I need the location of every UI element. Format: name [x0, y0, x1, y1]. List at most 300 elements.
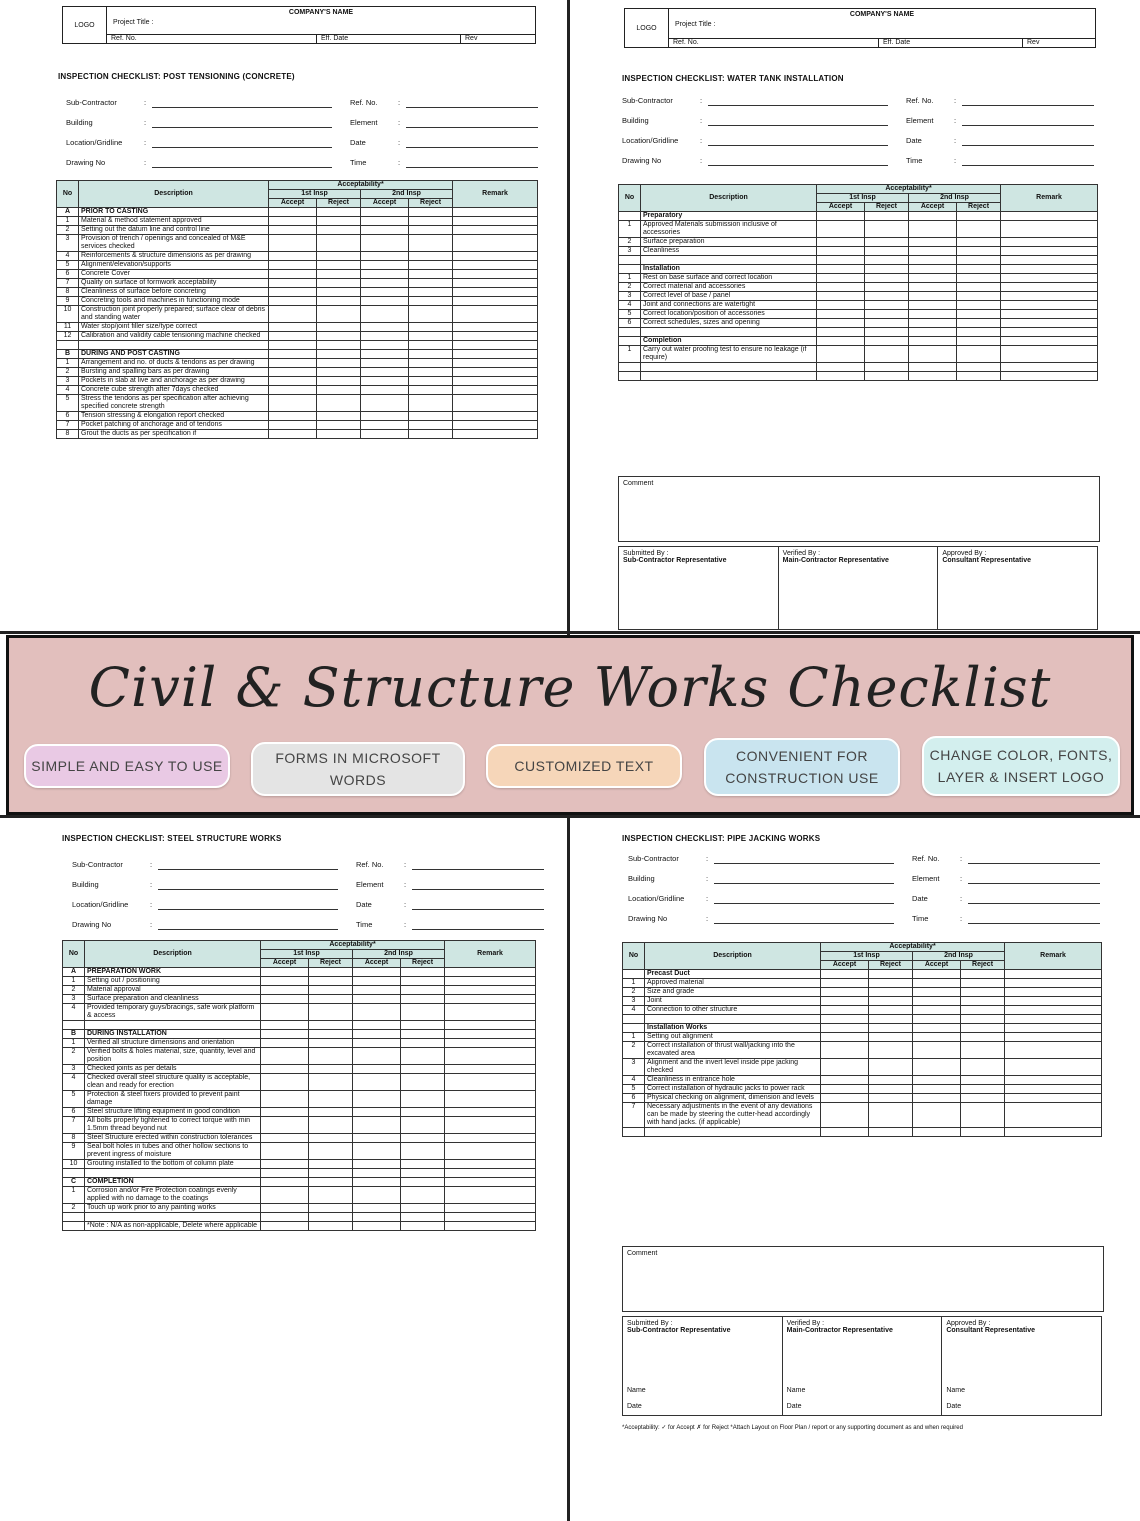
check-cell[interactable]	[409, 332, 453, 341]
check-cell[interactable]	[869, 1128, 913, 1137]
remark-cell[interactable]	[453, 217, 538, 226]
check-cell[interactable]	[353, 1134, 401, 1143]
check-cell[interactable]	[261, 1143, 309, 1160]
check-cell[interactable]	[957, 319, 1001, 328]
remark-cell[interactable]	[445, 1091, 536, 1108]
check-cell[interactable]	[401, 1187, 445, 1204]
check-cell[interactable]	[361, 208, 409, 217]
check-cell[interactable]	[353, 1160, 401, 1169]
check-cell[interactable]	[309, 1117, 353, 1134]
remark-cell[interactable]	[1005, 997, 1102, 1006]
remark-cell[interactable]	[445, 1074, 536, 1091]
check-cell[interactable]	[961, 1128, 1005, 1137]
check-cell[interactable]	[865, 265, 909, 274]
check-cell[interactable]	[353, 1074, 401, 1091]
check-cell[interactable]	[269, 288, 317, 297]
check-cell[interactable]	[317, 350, 361, 359]
check-cell[interactable]	[865, 337, 909, 346]
check-cell[interactable]	[909, 247, 957, 256]
check-cell[interactable]	[409, 306, 453, 323]
check-cell[interactable]	[317, 208, 361, 217]
check-cell[interactable]	[309, 1030, 353, 1039]
remark-cell[interactable]	[445, 986, 536, 995]
check-cell[interactable]	[817, 265, 865, 274]
remark-cell[interactable]	[445, 1134, 536, 1143]
check-cell[interactable]	[309, 1160, 353, 1169]
remark-cell[interactable]	[453, 208, 538, 217]
check-cell[interactable]	[909, 221, 957, 238]
check-cell[interactable]	[309, 1021, 353, 1030]
remark-cell[interactable]	[453, 359, 538, 368]
check-cell[interactable]	[409, 395, 453, 412]
check-cell[interactable]	[269, 217, 317, 226]
check-cell[interactable]	[817, 319, 865, 328]
field-sub-contractor[interactable]: Sub-Contractor :	[622, 96, 702, 105]
check-cell[interactable]	[409, 226, 453, 235]
remark-cell[interactable]	[1001, 319, 1098, 328]
check-cell[interactable]	[361, 341, 409, 350]
remark-cell[interactable]	[1001, 283, 1098, 292]
check-cell[interactable]	[353, 1178, 401, 1187]
check-cell[interactable]	[353, 1030, 401, 1039]
check-cell[interactable]	[909, 212, 957, 221]
check-cell[interactable]	[269, 226, 317, 235]
check-cell[interactable]	[309, 1108, 353, 1117]
check-cell[interactable]	[353, 995, 401, 1004]
field-building[interactable]: Building :	[72, 880, 152, 889]
check-cell[interactable]	[317, 377, 361, 386]
remark-cell[interactable]	[445, 1204, 536, 1213]
check-cell[interactable]	[309, 1222, 353, 1231]
remark-cell[interactable]	[445, 1160, 536, 1169]
check-cell[interactable]	[361, 323, 409, 332]
remark-cell[interactable]	[453, 252, 538, 261]
check-cell[interactable]	[261, 1048, 309, 1065]
check-cell[interactable]	[865, 301, 909, 310]
check-cell[interactable]	[957, 328, 1001, 337]
check-cell[interactable]	[961, 997, 1005, 1006]
field-drawing-no[interactable]: Drawing No :	[72, 920, 152, 929]
remark-cell[interactable]	[445, 1178, 536, 1187]
check-cell[interactable]	[261, 1004, 309, 1021]
field-building[interactable]: Building :	[622, 116, 702, 125]
check-cell[interactable]	[913, 1033, 961, 1042]
check-cell[interactable]	[317, 261, 361, 270]
remark-cell[interactable]	[445, 1213, 536, 1222]
check-cell[interactable]	[909, 346, 957, 363]
check-cell[interactable]	[309, 1213, 353, 1222]
check-cell[interactable]	[869, 979, 913, 988]
check-cell[interactable]	[869, 988, 913, 997]
field-date[interactable]: Date :	[350, 138, 400, 147]
check-cell[interactable]	[401, 1108, 445, 1117]
check-cell[interactable]	[309, 1143, 353, 1160]
check-cell[interactable]	[869, 1024, 913, 1033]
remark-cell[interactable]	[445, 1169, 536, 1178]
check-cell[interactable]	[821, 1033, 869, 1042]
check-cell[interactable]	[913, 1128, 961, 1137]
check-cell[interactable]	[913, 1076, 961, 1085]
field-date[interactable]: Date :	[356, 900, 406, 909]
check-cell[interactable]	[957, 292, 1001, 301]
check-cell[interactable]	[821, 997, 869, 1006]
field-drawing-no[interactable]: Drawing No :	[66, 158, 146, 167]
check-cell[interactable]	[269, 252, 317, 261]
field-sub-contractor[interactable]: Sub-Contractor :	[72, 860, 152, 869]
check-cell[interactable]	[317, 252, 361, 261]
check-cell[interactable]	[909, 292, 957, 301]
remark-cell[interactable]	[1005, 1015, 1102, 1024]
remark-cell[interactable]	[453, 377, 538, 386]
remark-cell[interactable]	[453, 368, 538, 377]
check-cell[interactable]	[361, 306, 409, 323]
check-cell[interactable]	[409, 279, 453, 288]
check-cell[interactable]	[401, 1213, 445, 1222]
check-cell[interactable]	[869, 1006, 913, 1015]
check-cell[interactable]	[261, 1108, 309, 1117]
check-cell[interactable]	[401, 1048, 445, 1065]
remark-cell[interactable]	[445, 1222, 536, 1231]
check-cell[interactable]	[869, 1015, 913, 1024]
check-cell[interactable]	[817, 221, 865, 238]
check-cell[interactable]	[961, 1059, 1005, 1076]
check-cell[interactable]	[957, 274, 1001, 283]
check-cell[interactable]	[353, 1021, 401, 1030]
check-cell[interactable]	[361, 430, 409, 439]
check-cell[interactable]	[401, 1222, 445, 1231]
check-cell[interactable]	[309, 1074, 353, 1091]
check-cell[interactable]	[913, 1059, 961, 1076]
check-cell[interactable]	[361, 226, 409, 235]
check-cell[interactable]	[409, 412, 453, 421]
field-building[interactable]: Building :	[66, 118, 146, 127]
check-cell[interactable]	[817, 310, 865, 319]
check-cell[interactable]	[269, 261, 317, 270]
check-cell[interactable]	[361, 395, 409, 412]
field-location-gridline[interactable]: Location/Gridline :	[628, 894, 708, 903]
check-cell[interactable]	[957, 212, 1001, 221]
check-cell[interactable]	[361, 359, 409, 368]
check-cell[interactable]	[961, 970, 1005, 979]
check-cell[interactable]	[409, 297, 453, 306]
check-cell[interactable]	[309, 977, 353, 986]
check-cell[interactable]	[409, 208, 453, 217]
remark-cell[interactable]	[453, 226, 538, 235]
check-cell[interactable]	[869, 1103, 913, 1128]
check-cell[interactable]	[957, 283, 1001, 292]
check-cell[interactable]	[269, 377, 317, 386]
remark-cell[interactable]	[1001, 265, 1098, 274]
check-cell[interactable]	[317, 297, 361, 306]
check-cell[interactable]	[261, 1213, 309, 1222]
check-cell[interactable]	[401, 1143, 445, 1160]
remark-cell[interactable]	[1001, 363, 1098, 372]
remark-cell[interactable]	[1001, 346, 1098, 363]
check-cell[interactable]	[317, 217, 361, 226]
check-cell[interactable]	[401, 986, 445, 995]
remark-cell[interactable]	[1001, 247, 1098, 256]
check-cell[interactable]	[957, 238, 1001, 247]
remark-cell[interactable]	[445, 1021, 536, 1030]
check-cell[interactable]	[909, 337, 957, 346]
remark-cell[interactable]	[453, 421, 538, 430]
check-cell[interactable]	[361, 261, 409, 270]
check-cell[interactable]	[817, 372, 865, 381]
check-cell[interactable]	[409, 217, 453, 226]
check-cell[interactable]	[909, 363, 957, 372]
check-cell[interactable]	[865, 310, 909, 319]
check-cell[interactable]	[401, 1117, 445, 1134]
check-cell[interactable]	[261, 1021, 309, 1030]
check-cell[interactable]	[817, 212, 865, 221]
remark-cell[interactable]	[445, 1030, 536, 1039]
remark-cell[interactable]	[1005, 1006, 1102, 1015]
check-cell[interactable]	[869, 1042, 913, 1059]
remark-cell[interactable]	[453, 386, 538, 395]
check-cell[interactable]	[309, 1178, 353, 1187]
remark-cell[interactable]	[445, 1065, 536, 1074]
check-cell[interactable]	[913, 1024, 961, 1033]
check-cell[interactable]	[401, 1021, 445, 1030]
check-cell[interactable]	[821, 988, 869, 997]
check-cell[interactable]	[353, 1048, 401, 1065]
remark-cell[interactable]	[445, 1004, 536, 1021]
check-cell[interactable]	[353, 1065, 401, 1074]
remark-cell[interactable]	[445, 977, 536, 986]
check-cell[interactable]	[401, 1004, 445, 1021]
check-cell[interactable]	[361, 297, 409, 306]
remark-cell[interactable]	[1005, 988, 1102, 997]
field-element[interactable]: Element :	[350, 118, 400, 127]
check-cell[interactable]	[957, 221, 1001, 238]
check-cell[interactable]	[269, 235, 317, 252]
check-cell[interactable]	[957, 372, 1001, 381]
remark-cell[interactable]	[445, 1048, 536, 1065]
check-cell[interactable]	[261, 986, 309, 995]
check-cell[interactable]	[957, 265, 1001, 274]
field-time[interactable]: Time :	[912, 914, 962, 923]
check-cell[interactable]	[817, 292, 865, 301]
check-cell[interactable]	[869, 1076, 913, 1085]
check-cell[interactable]	[269, 368, 317, 377]
check-cell[interactable]	[309, 986, 353, 995]
remark-cell[interactable]	[1005, 1042, 1102, 1059]
field-date[interactable]: Date :	[912, 894, 962, 903]
check-cell[interactable]	[269, 323, 317, 332]
check-cell[interactable]	[269, 412, 317, 421]
check-cell[interactable]	[261, 1187, 309, 1204]
check-cell[interactable]	[909, 283, 957, 292]
remark-cell[interactable]	[1001, 238, 1098, 247]
check-cell[interactable]	[353, 1222, 401, 1231]
check-cell[interactable]	[909, 238, 957, 247]
field-building[interactable]: Building :	[628, 874, 708, 883]
check-cell[interactable]	[317, 235, 361, 252]
remark-cell[interactable]	[453, 395, 538, 412]
check-cell[interactable]	[409, 386, 453, 395]
check-cell[interactable]	[913, 1094, 961, 1103]
check-cell[interactable]	[865, 319, 909, 328]
field-element[interactable]: Element :	[356, 880, 406, 889]
field-date[interactable]: Date :	[906, 136, 956, 145]
check-cell[interactable]	[261, 1030, 309, 1039]
check-cell[interactable]	[353, 977, 401, 986]
check-cell[interactable]	[817, 256, 865, 265]
check-cell[interactable]	[909, 301, 957, 310]
remark-cell[interactable]	[453, 412, 538, 421]
check-cell[interactable]	[401, 1160, 445, 1169]
remark-cell[interactable]	[445, 1187, 536, 1204]
check-cell[interactable]	[269, 297, 317, 306]
check-cell[interactable]	[817, 301, 865, 310]
field-time[interactable]: Time :	[906, 156, 956, 165]
check-cell[interactable]	[865, 363, 909, 372]
check-cell[interactable]	[309, 1169, 353, 1178]
field-drawing-no[interactable]: Drawing No :	[628, 914, 708, 923]
check-cell[interactable]	[865, 283, 909, 292]
remark-cell[interactable]	[445, 1108, 536, 1117]
check-cell[interactable]	[961, 1076, 1005, 1085]
check-cell[interactable]	[909, 310, 957, 319]
check-cell[interactable]	[957, 256, 1001, 265]
check-cell[interactable]	[261, 1160, 309, 1169]
check-cell[interactable]	[353, 1117, 401, 1134]
field-ref-no-[interactable]: Ref. No. :	[356, 860, 406, 869]
check-cell[interactable]	[361, 368, 409, 377]
remark-cell[interactable]	[1001, 256, 1098, 265]
field-ref-no-[interactable]: Ref. No. :	[906, 96, 956, 105]
remark-cell[interactable]	[453, 270, 538, 279]
check-cell[interactable]	[261, 1134, 309, 1143]
check-cell[interactable]	[865, 346, 909, 363]
check-cell[interactable]	[309, 968, 353, 977]
check-cell[interactable]	[317, 226, 361, 235]
check-cell[interactable]	[317, 270, 361, 279]
check-cell[interactable]	[361, 235, 409, 252]
remark-cell[interactable]	[453, 350, 538, 359]
check-cell[interactable]	[309, 1065, 353, 1074]
check-cell[interactable]	[821, 1128, 869, 1137]
check-cell[interactable]	[317, 341, 361, 350]
check-cell[interactable]	[401, 1134, 445, 1143]
check-cell[interactable]	[869, 1085, 913, 1094]
field-sub-contractor[interactable]: Sub-Contractor :	[628, 854, 708, 863]
check-cell[interactable]	[909, 372, 957, 381]
check-cell[interactable]	[261, 1204, 309, 1213]
check-cell[interactable]	[269, 341, 317, 350]
check-cell[interactable]	[961, 979, 1005, 988]
check-cell[interactable]	[869, 1059, 913, 1076]
check-cell[interactable]	[261, 1169, 309, 1178]
check-cell[interactable]	[361, 386, 409, 395]
remark-cell[interactable]	[1005, 1076, 1102, 1085]
check-cell[interactable]	[269, 332, 317, 341]
check-cell[interactable]	[401, 1178, 445, 1187]
field-ref-no-[interactable]: Ref. No. :	[912, 854, 962, 863]
check-cell[interactable]	[261, 1074, 309, 1091]
check-cell[interactable]	[913, 970, 961, 979]
check-cell[interactable]	[401, 977, 445, 986]
check-cell[interactable]	[317, 279, 361, 288]
check-cell[interactable]	[401, 968, 445, 977]
check-cell[interactable]	[401, 1039, 445, 1048]
remark-cell[interactable]	[453, 306, 538, 323]
check-cell[interactable]	[409, 252, 453, 261]
check-cell[interactable]	[409, 235, 453, 252]
remark-cell[interactable]	[453, 341, 538, 350]
check-cell[interactable]	[269, 359, 317, 368]
remark-cell[interactable]	[1001, 292, 1098, 301]
check-cell[interactable]	[869, 997, 913, 1006]
remark-cell[interactable]	[445, 1117, 536, 1134]
field-time[interactable]: Time :	[350, 158, 400, 167]
check-cell[interactable]	[957, 346, 1001, 363]
check-cell[interactable]	[909, 265, 957, 274]
check-cell[interactable]	[353, 1143, 401, 1160]
check-cell[interactable]	[317, 421, 361, 430]
check-cell[interactable]	[317, 288, 361, 297]
check-cell[interactable]	[821, 970, 869, 979]
remark-cell[interactable]	[453, 235, 538, 252]
check-cell[interactable]	[865, 372, 909, 381]
check-cell[interactable]	[957, 337, 1001, 346]
check-cell[interactable]	[865, 247, 909, 256]
check-cell[interactable]	[869, 1094, 913, 1103]
check-cell[interactable]	[913, 988, 961, 997]
check-cell[interactable]	[269, 270, 317, 279]
check-cell[interactable]	[317, 430, 361, 439]
check-cell[interactable]	[361, 377, 409, 386]
check-cell[interactable]	[817, 328, 865, 337]
remark-cell[interactable]	[453, 288, 538, 297]
check-cell[interactable]	[261, 1178, 309, 1187]
check-cell[interactable]	[401, 1065, 445, 1074]
check-cell[interactable]	[821, 1006, 869, 1015]
check-cell[interactable]	[409, 270, 453, 279]
check-cell[interactable]	[913, 979, 961, 988]
field-ref-no-[interactable]: Ref. No. :	[350, 98, 400, 107]
check-cell[interactable]	[353, 986, 401, 995]
field-location-gridline[interactable]: Location/Gridline :	[66, 138, 146, 147]
field-time[interactable]: Time :	[356, 920, 406, 929]
check-cell[interactable]	[869, 1033, 913, 1042]
check-cell[interactable]	[353, 1039, 401, 1048]
remark-cell[interactable]	[1001, 328, 1098, 337]
check-cell[interactable]	[409, 377, 453, 386]
remark-cell[interactable]	[1001, 372, 1098, 381]
check-cell[interactable]	[409, 430, 453, 439]
check-cell[interactable]	[957, 247, 1001, 256]
remark-cell[interactable]	[453, 297, 538, 306]
check-cell[interactable]	[961, 1103, 1005, 1128]
check-cell[interactable]	[261, 968, 309, 977]
check-cell[interactable]	[409, 368, 453, 377]
check-cell[interactable]	[309, 1039, 353, 1048]
field-element[interactable]: Element :	[906, 116, 956, 125]
check-cell[interactable]	[401, 1204, 445, 1213]
check-cell[interactable]	[309, 1091, 353, 1108]
check-cell[interactable]	[261, 995, 309, 1004]
check-cell[interactable]	[361, 350, 409, 359]
remark-cell[interactable]	[1005, 1033, 1102, 1042]
check-cell[interactable]	[817, 247, 865, 256]
check-cell[interactable]	[317, 368, 361, 377]
remark-cell[interactable]	[1005, 1103, 1102, 1128]
remark-cell[interactable]	[453, 279, 538, 288]
check-cell[interactable]	[961, 1033, 1005, 1042]
check-cell[interactable]	[309, 1187, 353, 1204]
check-cell[interactable]	[865, 274, 909, 283]
